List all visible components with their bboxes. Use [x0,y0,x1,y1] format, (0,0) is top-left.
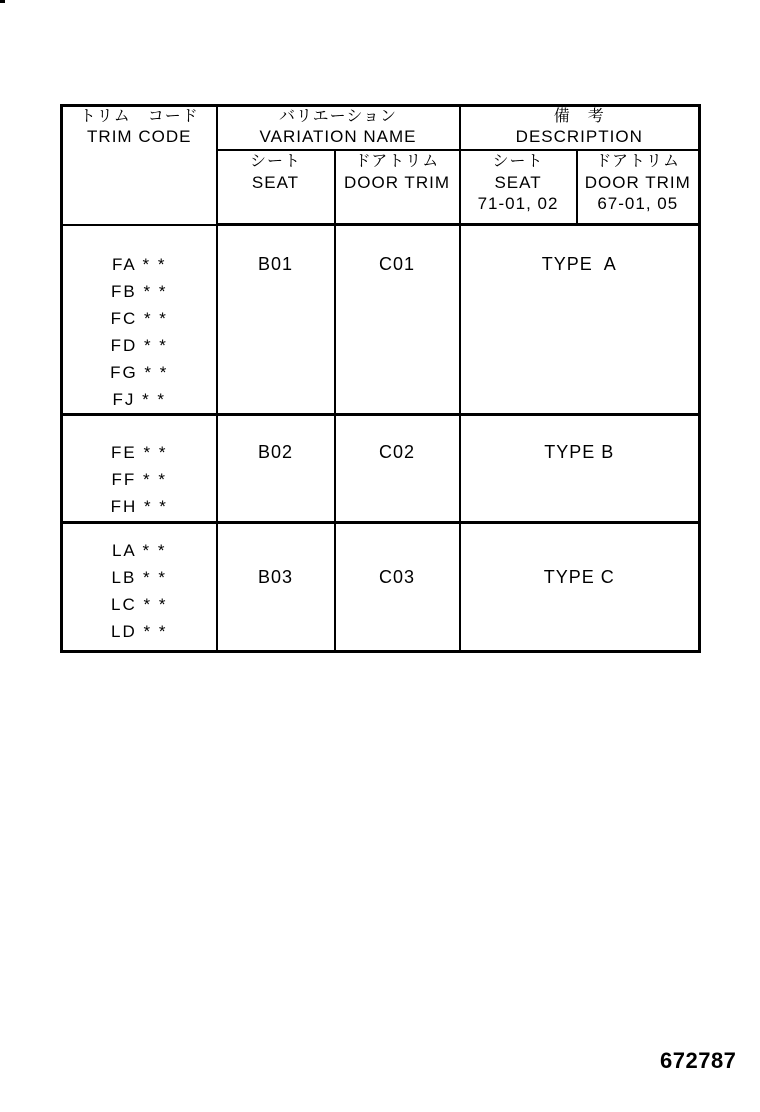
trim-codes-group-a [62,225,217,415]
trim-code-line: LC * * [111,595,168,614]
door-trim-code-c: C03 [335,523,460,652]
trim-code-line: LD * * [111,622,168,641]
trim-code-line: FB * * [111,281,168,301]
variation-door-trim-header-cell [335,150,460,225]
table-row-type-c [62,523,700,652]
trim-code-line: FE * * [111,443,168,462]
trim-code-line: LB * * [111,568,167,587]
desc-seat-ref: 71-01, 02 [477,193,559,213]
table-row-type-a [62,225,700,415]
desc-door-trim-label-en: DOOR TRIM [584,172,691,192]
group-header-row [62,106,700,150]
description-label-jp: 備 考 [553,108,605,125]
description-door-trim-header-cell [577,150,700,225]
description-a: TYPE A [460,225,700,415]
scan-artifact [0,0,5,3]
trim-code-line: FJ * * [112,389,167,409]
description-c: TYPE C [460,523,700,652]
description-seat-header-cell [460,150,577,225]
description-b: TYPE B [460,415,700,523]
trim-code-table [60,104,701,653]
trim-code-header-cell [62,106,217,225]
trim-code-line: FA * * [111,254,167,274]
trim-code-line: FH * * [110,497,168,516]
seat-code-a: B01 [217,225,335,415]
trim-code-line: FG * * [110,362,169,382]
variation-seat-header-cell [217,150,335,225]
variation-name-header-cell [217,106,460,150]
seat-label-en: SEAT [251,172,300,192]
seat-label-jp: シート [249,152,301,170]
trim-code-label-jp: トリム コード [79,108,199,125]
door-trim-label-en: DOOR TRIM [344,172,450,192]
page-number: 672787 [660,1048,737,1073]
description-header-cell [460,106,700,150]
desc-door-trim-label-jp: ドアトリム [595,152,681,170]
seat-code-c: B03 [217,523,335,652]
trim-code-line: FC * * [110,308,168,328]
desc-door-trim-ref: 67-01, 05 [597,193,679,213]
table-row-type-b [62,415,700,523]
trim-codes-group-c [62,523,217,652]
trim-codes-group-b [62,415,217,523]
variation-name-label-en: VARIATION NAME [259,127,417,146]
desc-seat-label-jp: シート [492,152,544,170]
desc-seat-label-en: SEAT [494,172,542,192]
door-trim-label-jp: ドアトリム [354,152,440,170]
trim-code-label-en: TRIM CODE [87,127,192,146]
door-trim-code-a: C01 [335,225,460,415]
trim-code-line: LA * * [111,541,167,560]
description-label-en: DESCRIPTION [515,127,643,146]
door-trim-code-b: C02 [335,415,460,523]
trim-code-line: FF * * [111,470,167,489]
variation-name-label-jp: バリエーション [278,108,398,125]
trim-code-line: FD * * [110,335,168,355]
seat-code-b: B02 [217,415,335,523]
